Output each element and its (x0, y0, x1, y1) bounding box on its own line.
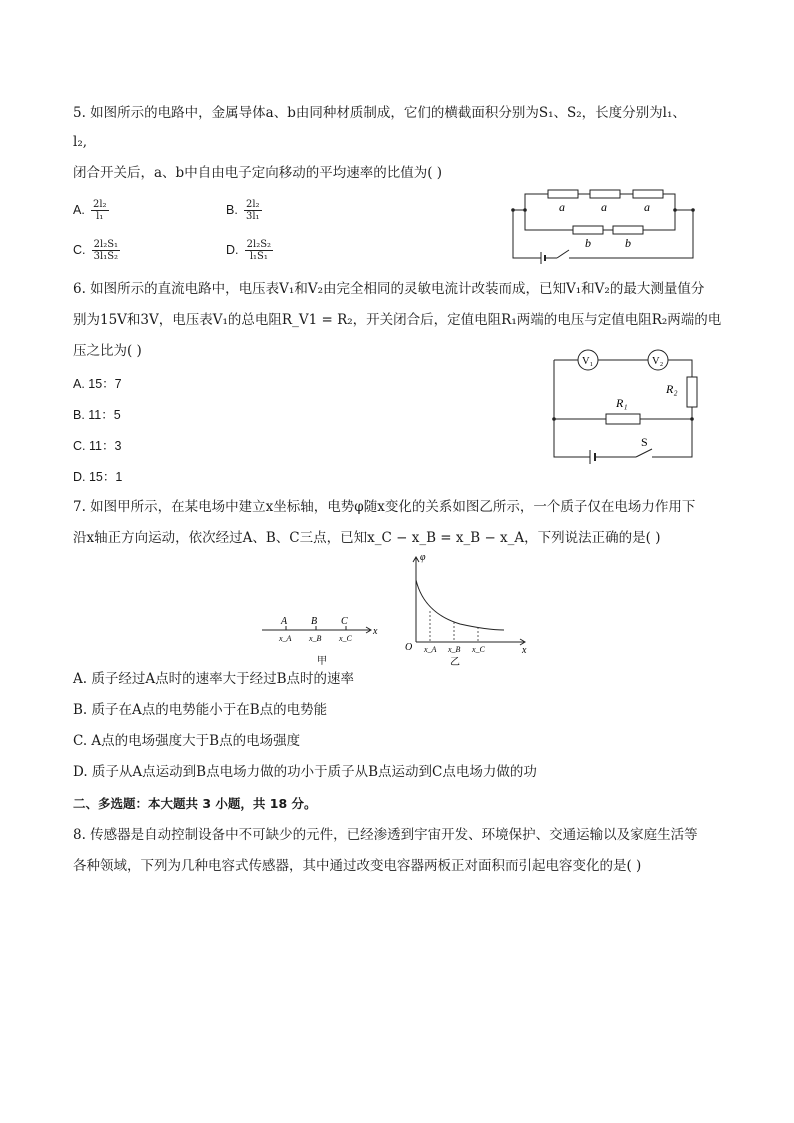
q5-option-d-label: D. (226, 243, 239, 257)
q7-yi-ylabel: φ (420, 552, 426, 563)
q5-line1: 5. 如图所示的电路中，金属导体a、b由同种材质制成，它们的横截面积分别为S₁、S₂，长度分别为l₁、 (73, 105, 686, 121)
section-title-multiple-choice: 二、多选题：本大题共 3 小题，共 18 分。 (73, 796, 317, 811)
q6-option-d[interactable]: D. 15：1 (73, 470, 123, 484)
q7-option-b[interactable]: B. 质子在A点的电势能小于在B点的电势能 (73, 702, 328, 718)
q5-option-c-label: C. (73, 243, 86, 257)
q5-option-d[interactable] (226, 239, 273, 262)
q6-resistor-r2-label: R₂ (666, 382, 678, 396)
q7-yi-tick-xa: x_A (424, 645, 437, 654)
q5-option-c-fraction: $\frac{\text{2l₂S₁}}{\text{3l₁S₂}}$ (93, 239, 119, 262)
q7-yi-caption: 乙 (450, 657, 460, 668)
q5-option-c[interactable] (73, 239, 120, 262)
q5-option-a-label: A. (73, 203, 85, 217)
q6-voltmeter-v1-label: V₁ (582, 356, 594, 367)
q6-option-b[interactable]: B. 11：5 (73, 408, 121, 422)
q5-resistor-a3-label: a (644, 200, 650, 214)
q7-yi-xlabel: x (522, 645, 527, 656)
q6-line2: 别为15V和3V，电压表V₁的总电阻R_V1 = R₂，开关闭合后，定值电阻R₁两端的电压与定值电阻R₂两端的电 (73, 312, 722, 328)
q5-resistor-a2-label: a (601, 200, 607, 214)
q5-option-b[interactable] (226, 199, 262, 222)
q6-line3: 压之比为( ) (73, 343, 142, 359)
q5-option-d-fraction: $\frac{\text{2l₂S₂}}{\text{l₁S₁}}$ (246, 239, 272, 262)
q8-line2: 各种领域，下列为几种电容式传感器，其中通过改变电容器两板正对面积而引起电容变化的是( ) (73, 858, 642, 874)
q5-line2: l₂, (73, 134, 88, 150)
q7-jia-tick-xb: x_B (309, 634, 322, 643)
q6-voltmeter-v2-label: V₂ (652, 356, 664, 367)
q6-option-c[interactable]: C. 11：3 (73, 439, 122, 453)
q5-circuit-diagram (505, 186, 705, 266)
q6-switch-label: S (641, 435, 648, 449)
q7-jia-axis-label: x (373, 626, 378, 637)
q5-resistor-b2-label: b (625, 236, 631, 250)
q7-option-a[interactable]: A. 质子经过A点时的速率大于经过B点时的速率 (73, 671, 355, 687)
q5-option-b-label: B. (226, 203, 238, 217)
q7-jia-tick-xa: x_A (279, 634, 292, 643)
q7-yi-tick-xc: x_C (472, 645, 485, 654)
q7-jia-point-b: B (311, 616, 318, 627)
q7-figure-jia (258, 610, 388, 672)
q6-circuit-diagram (548, 345, 708, 470)
q6-option-a[interactable]: A. 15：7 (73, 377, 122, 391)
q5-resistor-b1-label: b (585, 236, 591, 250)
q7-jia-caption: 甲 (317, 656, 327, 667)
q8-line1: 8. 传感器是自动控制设备中不可缺少的元件，已经渗透到宇宙开发、环境保护、交通运输以及家庭生活等 (73, 827, 698, 843)
q5-option-a-fraction: $\frac{\text{2l₂}}{\text{l₁}}$ (92, 199, 107, 222)
q6-line1: 6. 如图所示的直流电路中，电压表V₁和V₂由完全相同的灵敏电流计改装而成，已知V₁和V₂的最大测量值分 (73, 281, 705, 297)
q5-resistor-a1-label: a (559, 200, 565, 214)
q7-option-c[interactable]: C. A点的电场强度大于B点的电场强度 (73, 733, 301, 749)
q5-option-b-fraction: $\frac{\text{2l₂}}{\text{3l₁}}$ (245, 199, 260, 222)
q7-jia-point-a: A (281, 616, 288, 627)
q6-resistor-r1-label: R₁ (616, 396, 628, 410)
q7-line2: 沿x轴正方向运动，依次经过A、B、C三点，已知x_C − x_B = x_B − x_A，下列说法正确的是( ) (73, 530, 661, 546)
q7-line1: 7. 如图甲所示，在某电场中建立x坐标轴，电势φ随x变化的关系如图乙所示，一个质子仅在电场力作用下 (73, 499, 696, 515)
q7-jia-tick-xc: x_C (339, 634, 352, 643)
q7-figure-yi (400, 550, 540, 668)
q7-option-d[interactable]: D. 质子从A点运动到B点电场力做的功小于质子从B点运动到C点电场力做的功 (73, 764, 537, 780)
q7-yi-origin: O (405, 642, 413, 653)
q5-line3: 闭合开关后，a、b中自由电子定向移动的平均速率的比值为( ) (73, 165, 443, 181)
q5-option-a[interactable] (73, 199, 109, 222)
q7-jia-point-c: C (341, 616, 348, 627)
q7-yi-tick-xb: x_B (448, 645, 461, 654)
